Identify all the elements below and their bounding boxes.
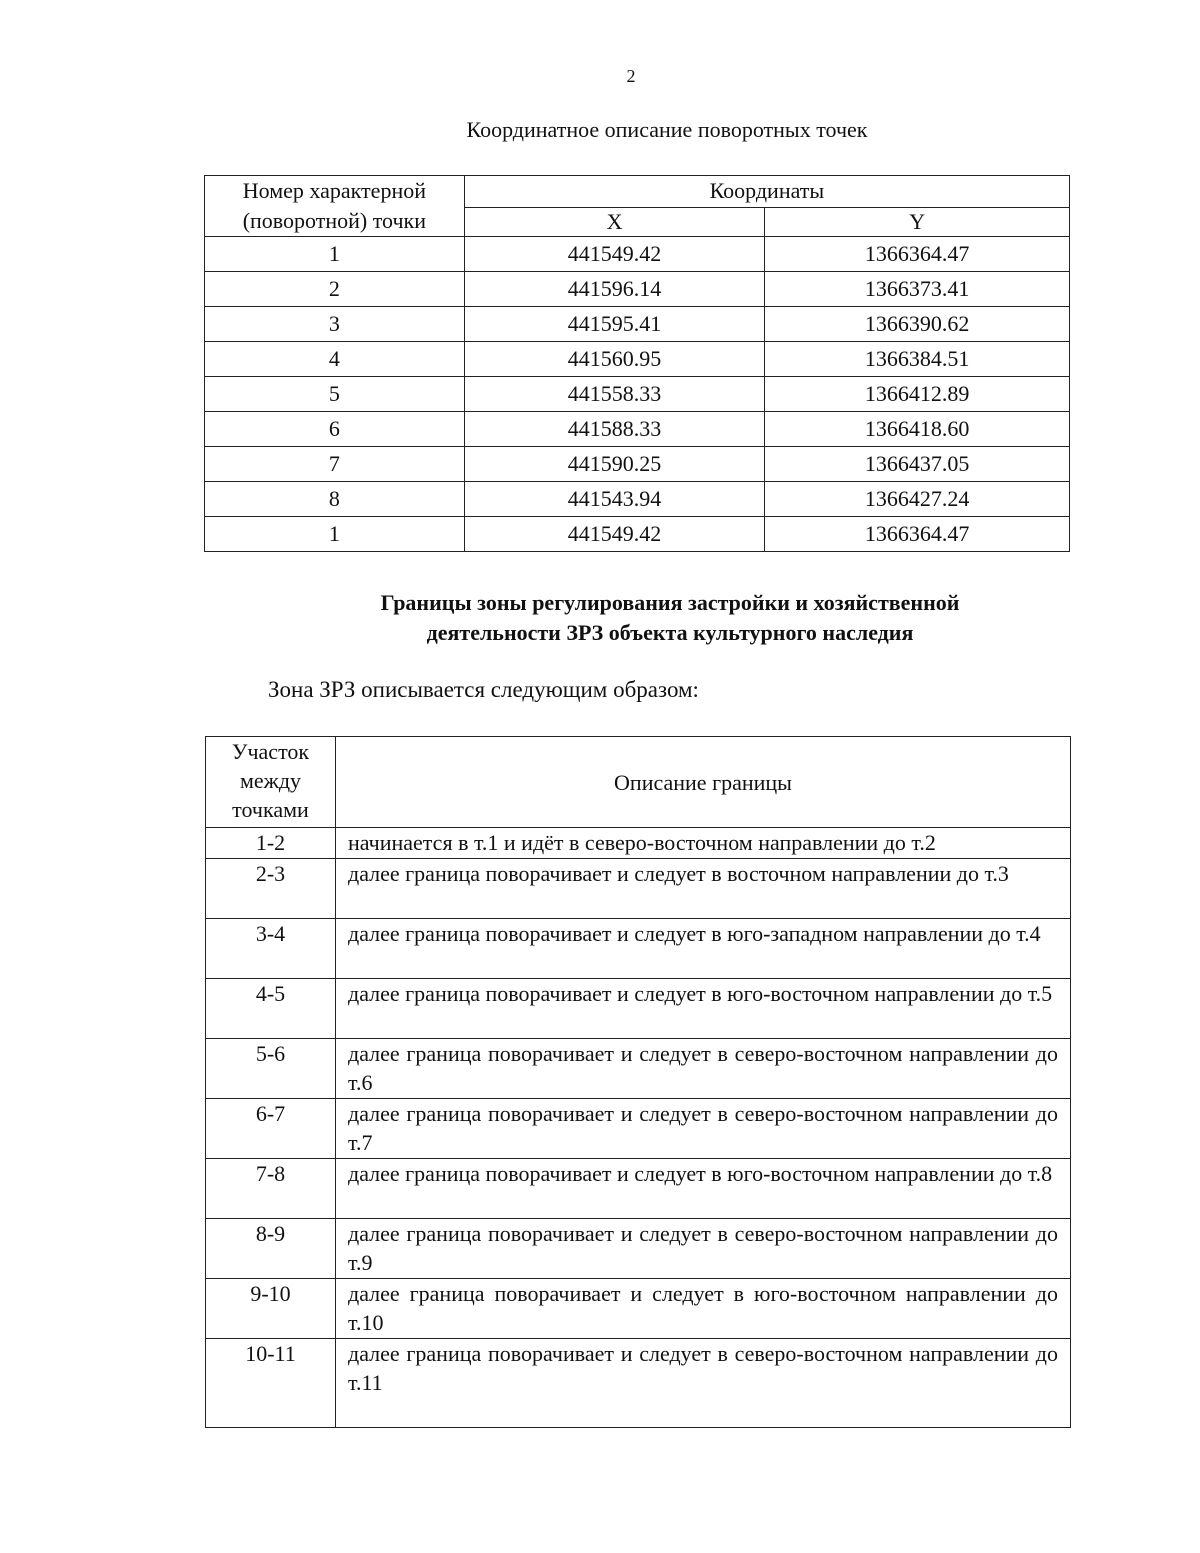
point-number-header: Номер характерной (поворотной) точки	[205, 176, 465, 237]
table-row	[206, 1159, 1071, 1219]
segment-cell: 6-7	[206, 1099, 336, 1159]
segment-header-line-2: между	[239, 768, 302, 793]
table-row	[206, 828, 1071, 859]
y-cell: 1366437.05	[765, 447, 1070, 482]
y-cell: 1366364.47	[765, 517, 1070, 552]
table-row	[205, 377, 1070, 412]
y-cell: 1366412.89	[765, 377, 1070, 412]
y-cell: 1366418.60	[765, 412, 1070, 447]
description-cell: далее граница поворачивает и следует в северо-восточном направлении до т.11	[336, 1339, 1071, 1428]
x-cell: 441560.95	[464, 342, 765, 377]
table-row	[205, 482, 1070, 517]
point-cell: 1	[205, 517, 465, 552]
description-cell: далее граница поворачивает и следует в северо-восточном направлении до т.7	[336, 1099, 1071, 1159]
table-row	[206, 1279, 1071, 1339]
table-row	[206, 1339, 1071, 1428]
table-row	[205, 412, 1070, 447]
description-cell: далее граница поворачивает и следует в восточном направлении до т.3	[336, 859, 1071, 919]
segment-cell: 9-10	[206, 1279, 336, 1339]
x-cell: 441588.33	[464, 412, 765, 447]
x-cell: 441596.14	[464, 272, 765, 307]
table-row	[206, 919, 1071, 979]
segment-cell: 5-6	[206, 1039, 336, 1099]
zone-boundaries-table	[205, 736, 1071, 1428]
table-row	[205, 237, 1070, 272]
table-row	[205, 342, 1070, 377]
x-cell: 441558.33	[464, 377, 765, 412]
point-cell: 2	[205, 272, 465, 307]
table-row	[206, 859, 1071, 919]
zone-heading	[300, 588, 1040, 648]
x-header: X	[464, 207, 765, 236]
segment-cell: 8-9	[206, 1219, 336, 1279]
point-cell: 4	[205, 342, 465, 377]
y-cell: 1366427.24	[765, 482, 1070, 517]
description-cell: начинается в т.1 и идёт в северо-восточном направлении до т.2	[336, 828, 1071, 859]
segment-cell: 2-3	[206, 859, 336, 919]
segment-cell: 1-2	[206, 828, 336, 859]
table-row	[205, 307, 1070, 342]
segment-cell: 4-5	[206, 979, 336, 1039]
zone-heading-line-1: Границы зоны регулирования застройки и хозяйственной	[380, 590, 960, 615]
page-number: 2	[626, 66, 636, 86]
coordinates-header-row	[205, 176, 1070, 208]
description-cell: далее граница поворачивает и следует в северо-восточном направлении до т.6	[336, 1039, 1071, 1099]
segment-header-line-3: точками	[232, 797, 309, 822]
coordinates-group-header: Координаты	[464, 176, 1069, 208]
table-row	[206, 1039, 1071, 1099]
zone-heading-line-2: деятельности ЗРЗ объекта культурного наследия	[426, 620, 914, 645]
table-row	[205, 272, 1070, 307]
segment-cell: 7-8	[206, 1159, 336, 1219]
point-cell: 8	[205, 482, 465, 517]
coordinates-title: Координатное описание поворотных точек	[466, 117, 868, 142]
table-row	[206, 1219, 1071, 1279]
zone-intro: Зона ЗРЗ описывается следующим образом:	[268, 677, 699, 702]
coordinates-table	[204, 175, 1070, 552]
description-cell: далее граница поворачивает и следует в северо-восточном направлении до т.9	[336, 1219, 1071, 1279]
point-cell: 3	[205, 307, 465, 342]
point-cell: 6	[205, 412, 465, 447]
point-cell: 5	[205, 377, 465, 412]
x-cell: 441549.42	[464, 517, 765, 552]
x-cell: 441549.42	[464, 237, 765, 272]
description-cell: далее граница поворачивает и следует в юго-западном направлении до т.4	[336, 919, 1071, 979]
x-cell: 441595.41	[464, 307, 765, 342]
zone-header-row	[206, 737, 1071, 828]
description-cell: далее граница поворачивает и следует в юго-восточном направлении до т.5	[336, 979, 1071, 1039]
point-cell: 7	[205, 447, 465, 482]
x-cell: 441543.94	[464, 482, 765, 517]
table-row	[206, 979, 1071, 1039]
description-header: Описание границы	[336, 737, 1071, 828]
segment-header-line-1: Участок	[231, 739, 310, 764]
table-row	[205, 517, 1070, 552]
segment-header	[206, 737, 336, 828]
y-cell: 1366373.41	[765, 272, 1070, 307]
y-cell: 1366364.47	[765, 237, 1070, 272]
table-row	[206, 1099, 1071, 1159]
x-cell: 441590.25	[464, 447, 765, 482]
description-cell: далее граница поворачивает и следует в юго-восточном направлении до т.10	[336, 1279, 1071, 1339]
y-header: Y	[765, 207, 1070, 236]
point-cell: 1	[205, 237, 465, 272]
y-cell: 1366384.51	[765, 342, 1070, 377]
segment-cell: 3-4	[206, 919, 336, 979]
segment-cell: 10-11	[206, 1339, 336, 1428]
description-cell: далее граница поворачивает и следует в юго-восточном направлении до т.8	[336, 1159, 1071, 1219]
table-row	[205, 447, 1070, 482]
y-cell: 1366390.62	[765, 307, 1070, 342]
